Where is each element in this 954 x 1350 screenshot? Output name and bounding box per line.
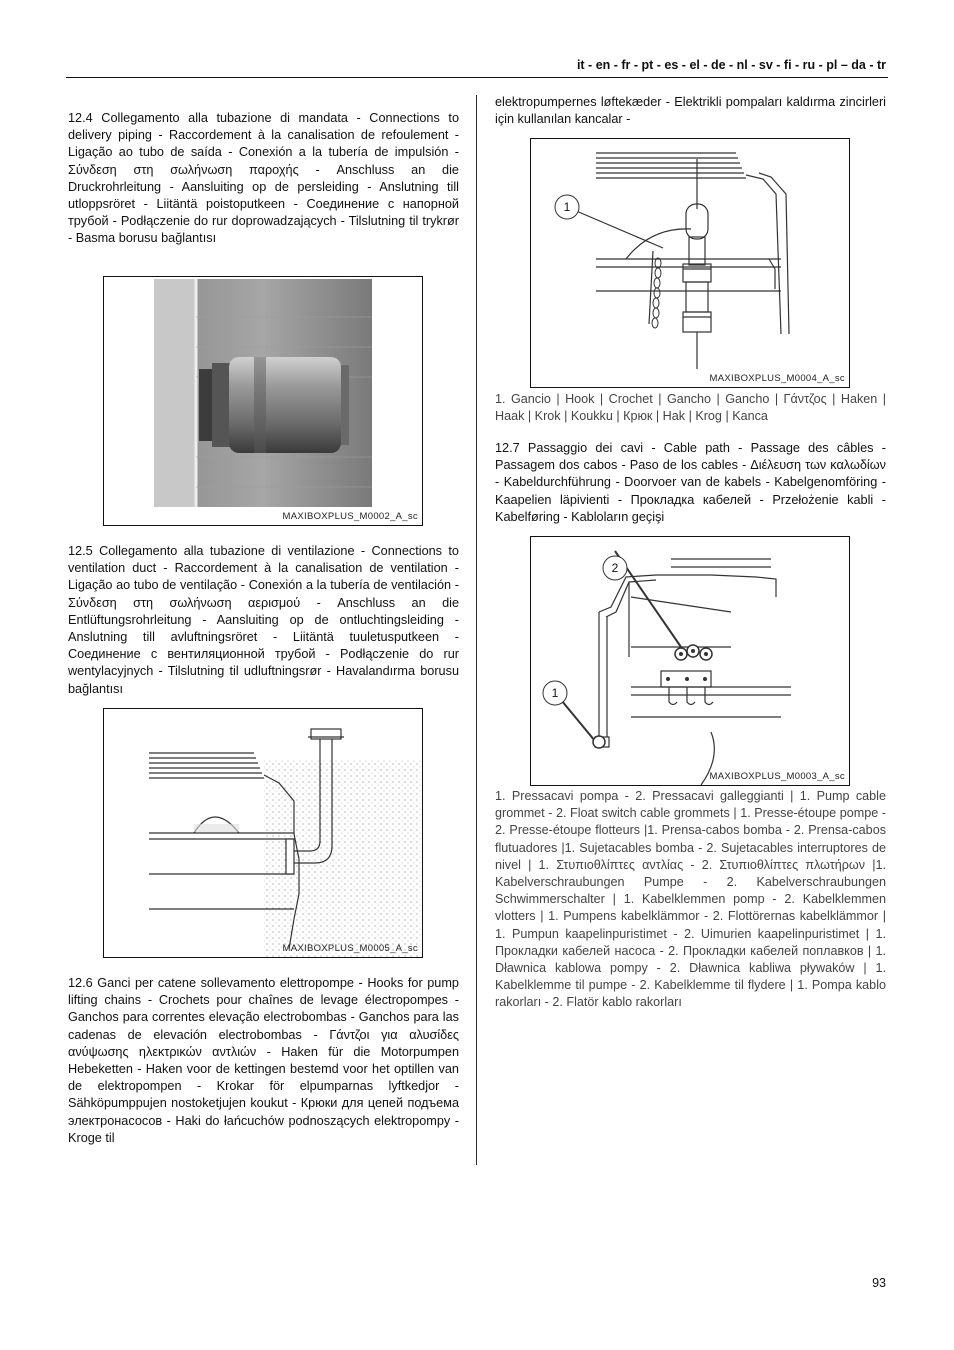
- figure-caption: MAXIBOXPLUS_M0003_A_sc: [709, 771, 845, 782]
- figure-delivery-piping: [103, 276, 423, 526]
- delivery-pipe-photo: [104, 277, 422, 525]
- cable-path-drawing: [531, 537, 849, 785]
- section-12-5-heading: 12.5 Collegamento alla tubazione di ventilazione - Connections to ventilation duct - Raccordement à la canalisation de ventilation - Ligação ao tubo de ventilação - Conexión a la tubería de ventilación - Σύνδεση στη σωλήνωση αερισμού - Anschluss an die Entlüftungsrohrleitung - Aansluiting op de ontluchtingsleiding - Anslutning till avluftningsröret - Liitäntä tuuletusputkeen - Соединение с вентиляционной трубой - Podłączenie do rur wentylacyjnych - Tilslutning til udluftningsrør - Havalandırma borusu bağlantısı: [68, 544, 459, 696]
- callout-1: 1: [563, 200, 571, 214]
- header-languages: it - en - fr - pt - es - el - de - nl - sv - fi - ru - pl – da - tr: [576, 58, 886, 72]
- page-number: 93: [872, 1276, 886, 1290]
- right-column: [495, 94, 886, 1010]
- section-12-6-legend: 1. Gancio | Hook | Crochet | Gancho | Gancho | Γάντζος | Haken | Haak | Krok | Koukku | Крюк | Hak | Krog | Kanca: [495, 392, 886, 424]
- lifting-hooks-drawing: [531, 139, 849, 387]
- figure-ventilation-duct: [103, 708, 423, 958]
- section-12-6-heading: 12.6 Ganci per catene sollevamento elettropompe - Hooks for pump lifting chains - Crochets pour chaînes de levage électropompes - Ganchos para correntes elevação electrobombas - Ganchos para las cadenas de elevación electrobombas - Γάντζοι για αλυσίδες ανύψωσης ηλεκτρικών αντλιών - Haken für die Motorpumpen Hebeketten - Haken voor de kettingen bestemd voor het optillen van de elektropompen - Krokar för elpumparnas lyftkedjor - Sähköpumppujen nostoketjujen koukut - Крюки для цепей подъема электронасосов - Haki do łańcuchów podnoszących elektropompy - Kroge til: [68, 976, 459, 1145]
- figure-caption: MAXIBOXPLUS_M0005_A_sc: [282, 943, 418, 954]
- ventilation-duct-drawing: [104, 709, 422, 957]
- figure-lifting-hooks: [530, 138, 850, 388]
- section-12-4-heading: 12.4 Collegamento alla tubazione di mandata - Connections to delivery piping - Raccordement à la canalisation de refoulement - Ligação ao tubo de saída - Conexión a la tubería de impulsión - Σύνδεση στη σωλήνωση παροχής - Anschluss an die Druckrohrleitung - Aansluiting op de persleiding - Anslutning till utloppsröret - Liitäntä poistoputkeen - Соединение с напорной трубой - Podłączenie do rur doprowadzających - Tilslutning til trykrør - Basma borusu bağlantısı: [68, 111, 459, 246]
- callout-2: 2: [611, 561, 619, 575]
- column-divider: [476, 95, 477, 1165]
- figure-cable-path: [530, 536, 850, 786]
- figure-caption: MAXIBOXPLUS_M0004_A_sc: [709, 373, 845, 384]
- header-rule: [66, 77, 888, 78]
- callout-1: 1: [551, 686, 559, 700]
- section-12-6-heading-continued: elektropumpernes løftekæder - Elektrikli pompaları kaldırma zincirleri için kullanılan kancalar -: [495, 95, 886, 127]
- section-12-7-heading: 12.7 Passaggio dei cavi - Cable path - Passage des câbles - Passagem dos cabos - Paso de los cables - Διέλευση των καλωδίων - Kabeldurchführung - Doorvoer van de kabels - Kabelgenomföring - Kaapelien läpivienti - Прокладка кабелей - Przełożenie kabli - Kabelføring - Kabloların geçişi: [495, 441, 886, 524]
- figure-caption: MAXIBOXPLUS_M0002_A_sc: [282, 511, 418, 522]
- section-12-7-legend: 1. Pressacavi pompa - 2. Pressacavi galleggianti | 1. Pump cable grommet - 2. Float switch cable grommets | 1. Presse-étoupe pompe - 2. Presse-étoupe flotteurs |1. Prensa-cabos bomba - 2. Prensa-cabos flutuadores |1. Sujetacables bomba - 2. Sujetacables interruptores de nivel | 1. Στυπιοθλίπτες αντλίας - 2. Στυπιοθλίπτες πλωτήρων |1. Kabelverschraubungen Pumpe - 2. Kabelverschraubungen Schwimmerschalter | 1. Kabelklemmen pomp - 2. Kabelklemmen vlotters | 1. Pumpens kabelklämmor - 2. Flottörernas kabelklämmor | 1. Pumpun kaapelinpuristimet - 2. Uimurien kaapelinpuristimet | 1. Прокладки кабелей насоса - 2. Прокладки кабелей поплавков | 1. Dławnica kablowa pompy - 2. Dławnica kabliwa pływaków | 1. Kabelklemme til pumpe - 2. Kabelklemme til flydere | 1. Pompa kablo rakorları - 2. Flatör kablo rakorları: [495, 789, 886, 1010]
- left-column: [68, 110, 459, 1145]
